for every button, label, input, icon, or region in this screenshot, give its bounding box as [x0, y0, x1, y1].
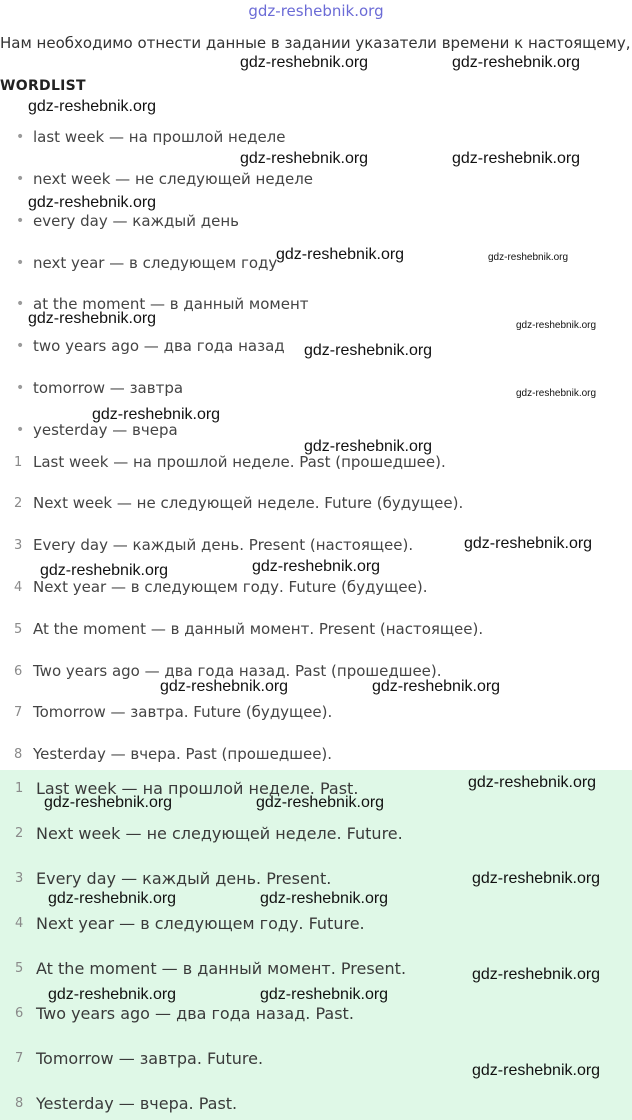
answer-number: 8 [15, 1095, 24, 1111]
answer-text: Tomorrow — завтра. Future. [36, 1048, 264, 1068]
watermark: gdz-reshebnik.org [452, 150, 581, 167]
watermark: gdz-reshebnik.org [472, 966, 601, 983]
watermark: gdz-reshebnik.org [48, 890, 177, 907]
bullet-icon: • [16, 422, 25, 438]
answer-number: 1 [15, 780, 24, 796]
item-text: At the moment — в данный момент. Present (настоящее). [33, 620, 484, 638]
answer-item [0, 864, 331, 892]
watermark: gdz-reshebnik.org [256, 794, 385, 811]
item-number: 1 [14, 454, 23, 470]
wordlist-heading: WORDLIST [0, 78, 86, 94]
item-number: 4 [14, 579, 23, 595]
answer-item [0, 909, 365, 937]
watermark: gdz-reshebnik.org [452, 54, 581, 71]
item-text: Tomorrow — завтра. Future (будущее). [33, 703, 333, 721]
answer-text: Last week — на прошлой неделе. Past. [36, 778, 359, 798]
bullet-icon: • [16, 171, 25, 187]
watermark: gdz-reshebnik.org [276, 246, 405, 263]
item-number: 2 [14, 495, 23, 511]
bullet-icon: • [16, 296, 25, 312]
site-title[interactable]: gdz-reshebnik.org [248, 2, 384, 20]
intro-text: Нам необходимо отнести данные в задании указатели времени к настоящему, [0, 34, 631, 52]
watermark: gdz-reshebnik.org [240, 54, 369, 71]
watermark: gdz-reshebnik.org [472, 1062, 601, 1079]
wordlist-item-text: two years ago — два года назад [33, 337, 285, 355]
watermark: gdz-reshebnik.org [304, 438, 433, 455]
watermark: gdz-reshebnik.org [372, 678, 501, 695]
wordlist-item-text: next week — не следующей неделе [33, 170, 314, 188]
watermark: gdz-reshebnik.org [40, 562, 169, 579]
answer-item [0, 819, 403, 847]
item-number: 8 [14, 746, 23, 762]
wordlist-item-text: yesterday — вчера [33, 421, 178, 439]
watermark: gdz-reshebnik.org [160, 678, 289, 695]
wordlist-item-text: every day — каждый день [33, 212, 240, 230]
wordlist-item [0, 375, 183, 401]
item-number: 3 [14, 537, 23, 553]
wordlist-item-text: at the moment — в данный момент [33, 295, 309, 313]
answer-number: 5 [15, 960, 24, 976]
watermark: gdz-reshebnik.org [464, 535, 593, 552]
classification-item [0, 699, 332, 725]
watermark: gdz-reshebnik.org [260, 986, 389, 1003]
answer-number: 2 [15, 825, 24, 841]
watermark: gdz-reshebnik.org [92, 406, 221, 423]
watermark: gdz-reshebnik.org [468, 774, 597, 791]
watermark: gdz-reshebnik.org [472, 870, 601, 887]
watermark: gdz-reshebnik.org [488, 252, 569, 263]
watermark: gdz-reshebnik.org [44, 794, 173, 811]
bullet-icon: • [16, 338, 25, 354]
watermark: gdz-reshebnik.org [516, 320, 597, 331]
bullet-icon: • [16, 129, 25, 145]
answer-text: Every day — каждый день. Present. [36, 868, 332, 888]
answer-text: Two years ago — два года назад. Past. [36, 1003, 354, 1023]
item-text: Two years ago — два года назад. Past (прошедшее). [33, 662, 442, 680]
answer-item [0, 954, 406, 982]
watermark: gdz-reshebnik.org [48, 986, 177, 1003]
wordlist-item-text: tomorrow — завтра [33, 379, 184, 397]
answer-number: 6 [15, 1005, 24, 1021]
item-number: 5 [14, 621, 23, 637]
answer-text: Yesterday — вчера. Past. [36, 1093, 238, 1113]
bullet-icon: • [16, 380, 25, 396]
watermark: gdz-reshebnik.org [304, 342, 433, 359]
answer-number: 7 [15, 1050, 24, 1066]
watermark: gdz-reshebnik.org [28, 310, 157, 327]
classification-item [0, 741, 332, 767]
answer-item [0, 1044, 263, 1072]
watermark: gdz-reshebnik.org [516, 388, 597, 399]
wordlist-item [0, 166, 313, 192]
watermark: gdz-reshebnik.org [240, 150, 369, 167]
item-text: Next year — в следующем году. Future (будущее). [33, 578, 428, 596]
wordlist-item-text: next year — в следующем году [33, 254, 278, 272]
wordlist-item [0, 124, 286, 150]
answer-number: 4 [15, 915, 24, 931]
watermark: gdz-reshebnik.org [260, 890, 389, 907]
bullet-icon: • [16, 255, 25, 271]
item-text: Last week — на прошлой неделе. Past (прошедшее). [33, 453, 446, 471]
wordlist-item [0, 250, 277, 276]
item-number: 7 [14, 704, 23, 720]
item-text: Next week — не следующей неделе. Future (будущее). [33, 494, 464, 512]
item-text: Yesterday — вчера. Past (прошедшее). [33, 745, 333, 763]
answer-item [0, 1089, 237, 1117]
classification-item [0, 490, 463, 516]
item-number: 6 [14, 663, 23, 679]
watermark: gdz-reshebnik.org [252, 558, 381, 575]
answer-text: At the moment — в данный момент. Present. [36, 958, 407, 978]
watermark: gdz-reshebnik.org [28, 194, 157, 211]
watermark: gdz-reshebnik.org [28, 98, 157, 115]
bullet-icon: • [16, 213, 25, 229]
wordlist-item [0, 333, 285, 359]
item-text: Every day — каждый день. Present (настоящее). [33, 536, 414, 554]
answer-text: Next week — не следующей неделе. Future. [36, 823, 403, 843]
classification-item [0, 616, 483, 642]
answer-text: Next year — в следующем году. Future. [36, 913, 365, 933]
classification-item [0, 532, 413, 558]
wordlist-item-text: last week — на прошлой неделе [33, 128, 286, 146]
answer-number: 3 [15, 870, 24, 886]
